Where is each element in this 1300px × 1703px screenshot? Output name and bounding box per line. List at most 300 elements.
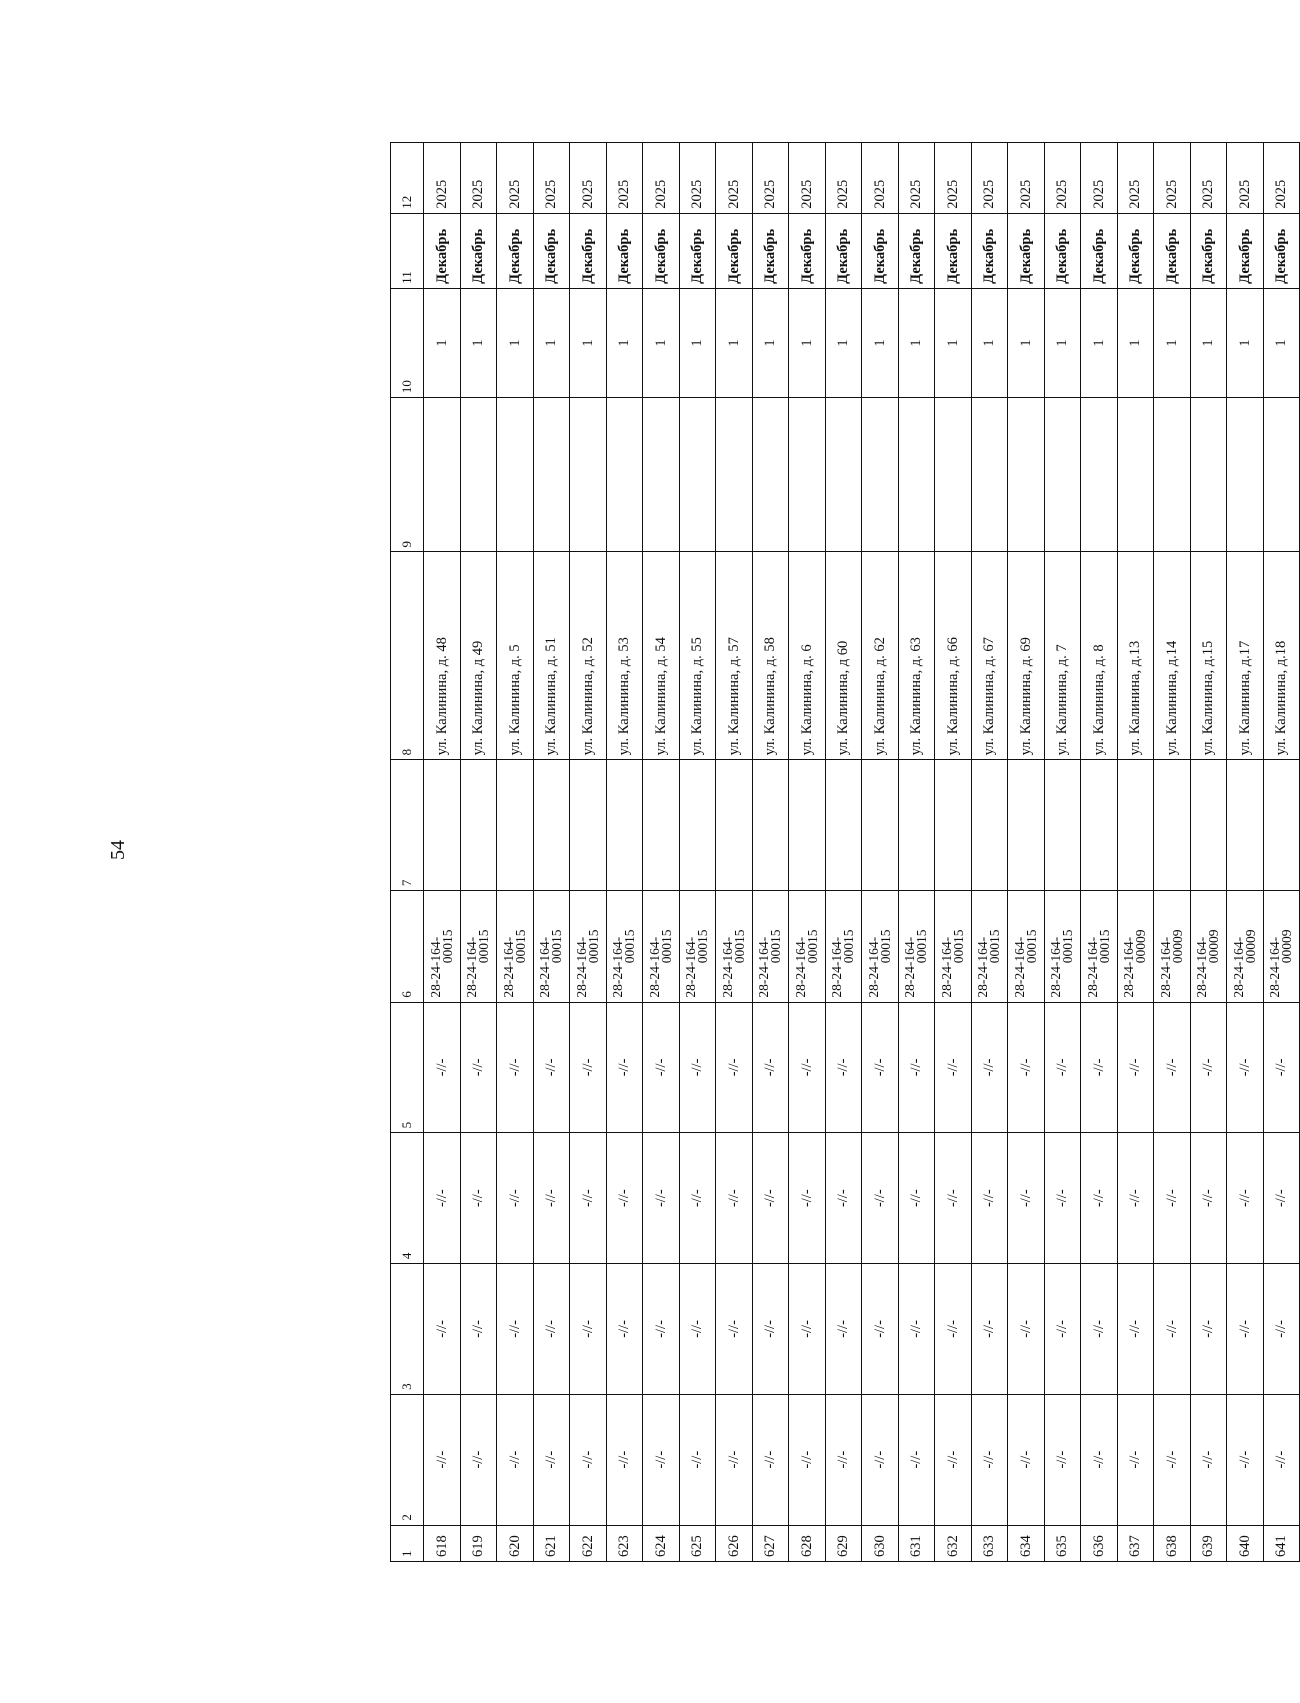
- cadastral-code-suffix: 00015: [658, 929, 674, 964]
- month-cell: Декабрь: [935, 213, 972, 288]
- header-cell: 1: [391, 1525, 424, 1561]
- ditto-cell: -//-: [716, 1002, 753, 1133]
- month-cell: Декабрь: [1008, 213, 1045, 288]
- month-cell: Декабрь: [898, 213, 935, 288]
- cadastral-code-suffix: 00015: [512, 929, 528, 964]
- header-cell: 4: [391, 1133, 424, 1264]
- ditto-cell: -//-: [862, 1394, 899, 1525]
- table-row: [533, 143, 570, 1562]
- table-row: [606, 143, 643, 1562]
- address-cell: ул. Калинина, д 49: [460, 552, 497, 760]
- address-cell: ул. Калинина, д.18: [1263, 552, 1300, 760]
- address-cell: ул. Калинина, д.15: [1190, 552, 1227, 760]
- address-cell: ул. Калинина, д. 63: [898, 552, 935, 760]
- empty-cell: [1263, 760, 1300, 891]
- cadastral-code-cell: [1190, 891, 1227, 1002]
- year-cell: 2025: [533, 143, 570, 214]
- row-number-cell: 637: [1117, 1525, 1154, 1561]
- table-row: [679, 143, 716, 1562]
- ditto-cell: -//-: [606, 1133, 643, 1264]
- month-cell: Декабрь: [716, 213, 753, 288]
- cadastral-code-cell: [825, 891, 862, 1002]
- year-cell: 2025: [1008, 143, 1045, 214]
- cadastral-code-cell: [1117, 891, 1154, 1002]
- ditto-cell: -//-: [1263, 1002, 1300, 1133]
- address-cell: ул. Калинина, д. 67: [971, 552, 1008, 760]
- empty-cell: [825, 398, 862, 552]
- cadastral-code-cell: [752, 891, 789, 1002]
- empty-cell: [862, 398, 899, 552]
- empty-cell: [1008, 760, 1045, 891]
- month-cell: Декабрь: [643, 213, 680, 288]
- month-cell: Декабрь: [497, 213, 534, 288]
- ditto-cell: -//-: [460, 1133, 497, 1264]
- year-cell: 2025: [679, 143, 716, 214]
- ditto-cell: -//-: [679, 1002, 716, 1133]
- ditto-cell: -//-: [1008, 1133, 1045, 1264]
- cadastral-code-cell: [1044, 891, 1081, 1002]
- empty-cell: [497, 398, 534, 552]
- ditto-cell: -//-: [424, 1264, 461, 1395]
- cadastral-code-suffix: 00015: [877, 929, 893, 964]
- table-row: [1190, 143, 1227, 1562]
- cadastral-code-suffix: 00015: [804, 929, 820, 964]
- table-row: [898, 143, 935, 1562]
- cadastral-code-cell: [497, 891, 534, 1002]
- empty-cell: [716, 760, 753, 891]
- month-cell: Декабрь: [752, 213, 789, 288]
- month-cell: Декабрь: [679, 213, 716, 288]
- quantity-cell: 1: [1117, 288, 1154, 397]
- empty-cell: [679, 760, 716, 891]
- quantity-cell: 1: [1190, 288, 1227, 397]
- month-cell: Декабрь: [971, 213, 1008, 288]
- row-number-cell: 632: [935, 1525, 972, 1561]
- ditto-cell: -//-: [679, 1133, 716, 1264]
- cadastral-code-suffix: 00009: [1242, 929, 1258, 964]
- ditto-cell: -//-: [1190, 1002, 1227, 1133]
- address-cell: ул. Калинина, д 60: [825, 552, 862, 760]
- address-cell: ул. Калинина, д. 62: [862, 552, 899, 760]
- ditto-cell: -//-: [935, 1133, 972, 1264]
- empty-cell: [935, 760, 972, 891]
- cadastral-code-cell: [460, 891, 497, 1002]
- ditto-cell: -//-: [1081, 1394, 1118, 1525]
- address-cell: ул. Калинина, д. 66: [935, 552, 972, 760]
- cadastral-code-suffix: 00015: [585, 929, 601, 964]
- month-cell: Декабрь: [825, 213, 862, 288]
- cadastral-code-suffix: 00015: [731, 929, 747, 964]
- row-number-cell: 627: [752, 1525, 789, 1561]
- quantity-cell: 1: [679, 288, 716, 397]
- quantity-cell: 1: [825, 288, 862, 397]
- row-number-cell: 635: [1044, 1525, 1081, 1561]
- empty-cell: [679, 398, 716, 552]
- table-row: [752, 143, 789, 1562]
- ditto-cell: -//-: [570, 1133, 607, 1264]
- ditto-cell: -//-: [898, 1394, 935, 1525]
- year-cell: 2025: [1154, 143, 1191, 214]
- ditto-cell: -//-: [1044, 1394, 1081, 1525]
- cadastral-code-prefix: 28-24-164-: [683, 936, 699, 998]
- ditto-cell: -//-: [1117, 1264, 1154, 1395]
- cadastral-code-prefix: 28-24-164-: [464, 936, 480, 998]
- quantity-cell: 1: [606, 288, 643, 397]
- ditto-cell: -//-: [1227, 1264, 1264, 1395]
- address-cell: ул. Калинина, д. 57: [716, 552, 753, 760]
- ditto-cell: -//-: [825, 1002, 862, 1133]
- empty-cell: [497, 760, 534, 891]
- table-row: [1117, 143, 1154, 1562]
- ditto-cell: -//-: [898, 1264, 935, 1395]
- cadastral-code-prefix: 28-24-164-: [938, 936, 954, 998]
- table-row: [862, 143, 899, 1562]
- ditto-cell: -//-: [825, 1394, 862, 1525]
- cadastral-code-suffix: 00009: [1279, 929, 1295, 964]
- cadastral-code-cell: [971, 891, 1008, 1002]
- quantity-cell: 1: [424, 288, 461, 397]
- address-cell: ул. Калинина, д. 55: [679, 552, 716, 760]
- ditto-cell: -//-: [971, 1394, 1008, 1525]
- page-number: 54: [107, 840, 129, 860]
- ditto-cell: -//-: [716, 1133, 753, 1264]
- cadastral-code-prefix: 28-24-164-: [1011, 936, 1027, 998]
- empty-cell: [1190, 398, 1227, 552]
- cadastral-code-prefix: 28-24-164-: [829, 936, 845, 998]
- ditto-cell: -//-: [460, 1002, 497, 1133]
- ditto-cell: -//-: [533, 1133, 570, 1264]
- ditto-cell: -//-: [971, 1264, 1008, 1395]
- empty-cell: [898, 398, 935, 552]
- empty-cell: [1044, 760, 1081, 891]
- ditto-cell: -//-: [935, 1264, 972, 1395]
- month-cell: Декабрь: [1081, 213, 1118, 288]
- ditto-cell: -//-: [643, 1394, 680, 1525]
- ditto-cell: -//-: [1190, 1133, 1227, 1264]
- empty-cell: [424, 398, 461, 552]
- ditto-cell: -//-: [570, 1394, 607, 1525]
- table-row: [1227, 143, 1264, 1562]
- header-cell: 9: [391, 398, 424, 552]
- ditto-cell: -//-: [752, 1264, 789, 1395]
- empty-cell: [1263, 398, 1300, 552]
- row-number-cell: 623: [606, 1525, 643, 1561]
- quantity-cell: 1: [789, 288, 826, 397]
- table-row: [1263, 143, 1300, 1562]
- year-cell: 2025: [497, 143, 534, 214]
- address-cell: ул. Калинина, д. 8: [1081, 552, 1118, 760]
- ditto-cell: -//-: [971, 1002, 1008, 1133]
- year-cell: 2025: [935, 143, 972, 214]
- empty-cell: [1081, 398, 1118, 552]
- ditto-cell: -//-: [1263, 1264, 1300, 1395]
- address-cell: ул. Калинина, д. 6: [789, 552, 826, 760]
- header-cell: 11: [391, 213, 424, 288]
- document-table-wrapper: [390, 142, 1300, 1562]
- empty-cell: [1227, 760, 1264, 891]
- empty-cell: [533, 760, 570, 891]
- quantity-cell: 1: [1008, 288, 1045, 397]
- ditto-cell: -//-: [679, 1394, 716, 1525]
- address-cell: ул. Калинина, д. 7: [1044, 552, 1081, 760]
- cadastral-code-suffix: 00015: [549, 929, 565, 964]
- year-cell: 2025: [606, 143, 643, 214]
- ditto-cell: -//-: [1081, 1264, 1118, 1395]
- quantity-cell: 1: [716, 288, 753, 397]
- cadastral-code-prefix: 28-24-164-: [902, 936, 918, 998]
- address-cell: ул. Калинина, д. 54: [643, 552, 680, 760]
- quantity-cell: 1: [570, 288, 607, 397]
- year-cell: 2025: [1263, 143, 1300, 214]
- empty-cell: [935, 398, 972, 552]
- cadastral-code-prefix: 28-24-164-: [1048, 936, 1064, 998]
- year-cell: 2025: [1044, 143, 1081, 214]
- empty-cell: [789, 760, 826, 891]
- cadastral-code-suffix: 00015: [1060, 929, 1076, 964]
- month-cell: Декабрь: [1154, 213, 1191, 288]
- year-cell: 2025: [862, 143, 899, 214]
- ditto-cell: -//-: [424, 1394, 461, 1525]
- ditto-cell: -//-: [1227, 1394, 1264, 1525]
- table-row: [424, 143, 461, 1562]
- ditto-cell: -//-: [533, 1264, 570, 1395]
- month-cell: Декабрь: [1227, 213, 1264, 288]
- empty-cell: [570, 760, 607, 891]
- cadastral-code-prefix: 28-24-164-: [610, 936, 626, 998]
- ditto-cell: -//-: [1190, 1264, 1227, 1395]
- row-number-cell: 629: [825, 1525, 862, 1561]
- quantity-cell: 1: [935, 288, 972, 397]
- ditto-cell: -//-: [789, 1264, 826, 1395]
- quantity-cell: 1: [898, 288, 935, 397]
- ditto-cell: -//-: [716, 1264, 753, 1395]
- ditto-cell: -//-: [497, 1002, 534, 1133]
- table-row: [1081, 143, 1118, 1562]
- ditto-cell: -//-: [789, 1002, 826, 1133]
- cadastral-code-cell: [716, 891, 753, 1002]
- ditto-cell: -//-: [1263, 1394, 1300, 1525]
- year-cell: 2025: [1227, 143, 1264, 214]
- ditto-cell: -//-: [1081, 1133, 1118, 1264]
- ditto-cell: -//-: [1154, 1133, 1191, 1264]
- cadastral-code-suffix: 00015: [622, 929, 638, 964]
- row-number-cell: 621: [533, 1525, 570, 1561]
- empty-cell: [643, 760, 680, 891]
- ditto-cell: -//-: [643, 1002, 680, 1133]
- cadastral-code-suffix: 00015: [1096, 929, 1112, 964]
- table-row: [497, 143, 534, 1562]
- header-row: [391, 143, 424, 1562]
- document-table: [390, 142, 1300, 1562]
- cadastral-code-prefix: 28-24-164-: [756, 936, 772, 998]
- empty-cell: [971, 398, 1008, 552]
- empty-cell: [752, 398, 789, 552]
- table-row: [825, 143, 862, 1562]
- cadastral-code-suffix: 00015: [914, 929, 930, 964]
- cadastral-code-cell: [533, 891, 570, 1002]
- ditto-cell: -//-: [825, 1264, 862, 1395]
- month-cell: Декабрь: [1044, 213, 1081, 288]
- ditto-cell: -//-: [789, 1394, 826, 1525]
- ditto-cell: -//-: [1227, 1133, 1264, 1264]
- quantity-cell: 1: [862, 288, 899, 397]
- cadastral-code-suffix: 00015: [841, 929, 857, 964]
- cadastral-code-prefix: 28-24-164-: [719, 936, 735, 998]
- empty-cell: [1081, 760, 1118, 891]
- cadastral-code-cell: [789, 891, 826, 1002]
- row-number-cell: 618: [424, 1525, 461, 1561]
- quantity-cell: 1: [643, 288, 680, 397]
- ditto-cell: -//-: [825, 1133, 862, 1264]
- empty-cell: [1154, 760, 1191, 891]
- quantity-cell: 1: [1044, 288, 1081, 397]
- ditto-cell: -//-: [898, 1002, 935, 1133]
- ditto-cell: -//-: [460, 1264, 497, 1395]
- ditto-cell: -//-: [1117, 1002, 1154, 1133]
- row-number-cell: 628: [789, 1525, 826, 1561]
- address-cell: ул. Калинина, д. 69: [1008, 552, 1045, 760]
- empty-cell: [898, 760, 935, 891]
- empty-cell: [643, 398, 680, 552]
- month-cell: Декабрь: [1190, 213, 1227, 288]
- month-cell: Декабрь: [1117, 213, 1154, 288]
- cadastral-code-prefix: 28-24-164-: [573, 936, 589, 998]
- cadastral-code-cell: [898, 891, 935, 1002]
- empty-cell: [424, 760, 461, 891]
- ditto-cell: -//-: [643, 1264, 680, 1395]
- cadastral-code-prefix: 28-24-164-: [537, 936, 553, 998]
- ditto-cell: -//-: [1117, 1394, 1154, 1525]
- cadastral-code-prefix: 28-24-164-: [646, 936, 662, 998]
- cadastral-code-cell: [1081, 891, 1118, 1002]
- ditto-cell: -//-: [606, 1394, 643, 1525]
- empty-cell: [606, 398, 643, 552]
- year-cell: 2025: [460, 143, 497, 214]
- table-row: [935, 143, 972, 1562]
- quantity-cell: 1: [460, 288, 497, 397]
- header-cell: 10: [391, 288, 424, 397]
- year-cell: 2025: [898, 143, 935, 214]
- year-cell: 2025: [825, 143, 862, 214]
- cadastral-code-suffix: 00009: [1169, 929, 1185, 964]
- quantity-cell: 1: [497, 288, 534, 397]
- empty-cell: [1117, 760, 1154, 891]
- cadastral-code-suffix: 00015: [950, 929, 966, 964]
- row-number-cell: 640: [1227, 1525, 1264, 1561]
- month-cell: Декабрь: [606, 213, 643, 288]
- table-row: [1154, 143, 1191, 1562]
- ditto-cell: -//-: [1117, 1133, 1154, 1264]
- cadastral-code-suffix: 00015: [768, 929, 784, 964]
- ditto-cell: -//-: [862, 1133, 899, 1264]
- empty-cell: [1008, 398, 1045, 552]
- ditto-cell: -//-: [1008, 1002, 1045, 1133]
- cadastral-code-prefix: 28-24-164-: [1267, 936, 1283, 998]
- address-cell: ул. Калинина, д.13: [1117, 552, 1154, 760]
- row-number-cell: 630: [862, 1525, 899, 1561]
- ditto-cell: -//-: [497, 1264, 534, 1395]
- empty-cell: [825, 760, 862, 891]
- cadastral-code-prefix: 28-24-164-: [865, 936, 881, 998]
- ditto-cell: -//-: [935, 1002, 972, 1133]
- address-cell: ул. Калинина, д. 53: [606, 552, 643, 760]
- ditto-cell: -//-: [497, 1394, 534, 1525]
- ditto-cell: -//-: [606, 1264, 643, 1395]
- empty-cell: [752, 760, 789, 891]
- ditto-cell: -//-: [862, 1002, 899, 1133]
- address-cell: ул. Калинина, д. 58: [752, 552, 789, 760]
- ditto-cell: -//-: [1044, 1264, 1081, 1395]
- header-cell: 6: [391, 891, 424, 1002]
- year-cell: 2025: [789, 143, 826, 214]
- cadastral-code-cell: [679, 891, 716, 1002]
- cadastral-code-cell: [424, 891, 461, 1002]
- quantity-cell: 1: [533, 288, 570, 397]
- ditto-cell: -//-: [533, 1002, 570, 1133]
- ditto-cell: -//-: [752, 1002, 789, 1133]
- ditto-cell: -//-: [1154, 1394, 1191, 1525]
- month-cell: Декабрь: [1263, 213, 1300, 288]
- cadastral-code-prefix: 28-24-164-: [1194, 936, 1210, 998]
- ditto-cell: -//-: [497, 1133, 534, 1264]
- empty-cell: [460, 760, 497, 891]
- ditto-cell: -//-: [606, 1002, 643, 1133]
- empty-cell: [789, 398, 826, 552]
- empty-cell: [1044, 398, 1081, 552]
- quantity-cell: 1: [1263, 288, 1300, 397]
- table-row: [789, 143, 826, 1562]
- row-number-cell: 636: [1081, 1525, 1118, 1561]
- ditto-cell: -//-: [1008, 1394, 1045, 1525]
- table-row: [460, 143, 497, 1562]
- ditto-cell: -//-: [789, 1133, 826, 1264]
- year-cell: 2025: [424, 143, 461, 214]
- cadastral-code-prefix: 28-24-164-: [427, 936, 443, 998]
- table-row: [716, 143, 753, 1562]
- row-number-cell: 624: [643, 1525, 680, 1561]
- cadastral-code-suffix: 00015: [987, 929, 1003, 964]
- quantity-cell: 1: [971, 288, 1008, 397]
- address-cell: ул. Калинина, д.14: [1154, 552, 1191, 760]
- ditto-cell: -//-: [570, 1264, 607, 1395]
- table-row: [570, 143, 607, 1562]
- empty-cell: [1190, 760, 1227, 891]
- year-cell: 2025: [1190, 143, 1227, 214]
- cadastral-code-suffix: 00015: [439, 929, 455, 964]
- cadastral-code-cell: [1227, 891, 1264, 1002]
- year-cell: 2025: [716, 143, 753, 214]
- ditto-cell: -//-: [570, 1002, 607, 1133]
- year-cell: 2025: [752, 143, 789, 214]
- table-row: [1008, 143, 1045, 1562]
- ditto-cell: -//-: [1227, 1002, 1264, 1133]
- ditto-cell: -//-: [424, 1133, 461, 1264]
- table-body: [391, 143, 1300, 1562]
- empty-cell: [570, 398, 607, 552]
- empty-cell: [1117, 398, 1154, 552]
- row-number-cell: 633: [971, 1525, 1008, 1561]
- ditto-cell: -//-: [1190, 1394, 1227, 1525]
- year-cell: 2025: [570, 143, 607, 214]
- month-cell: Декабрь: [460, 213, 497, 288]
- quantity-cell: 1: [1154, 288, 1191, 397]
- month-cell: Декабрь: [789, 213, 826, 288]
- empty-cell: [533, 398, 570, 552]
- ditto-cell: -//-: [935, 1394, 972, 1525]
- header-cell: 7: [391, 760, 424, 891]
- ditto-cell: -//-: [424, 1002, 461, 1133]
- cadastral-code-suffix: 00009: [1206, 929, 1222, 964]
